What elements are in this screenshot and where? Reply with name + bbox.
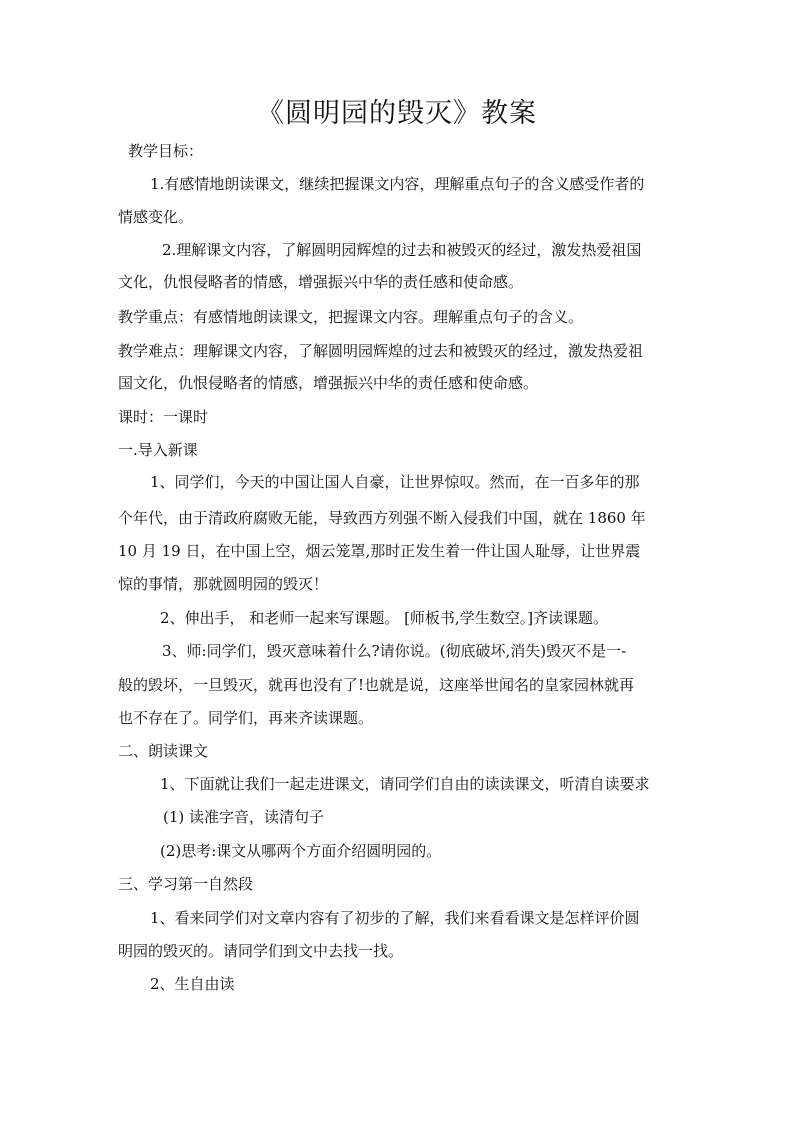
line-paragraph-2: 2、生自由读: [150, 975, 235, 993]
line-reading-1: 1、下面就让我们一起走进课文，请同学们自由的读读课文，听清自读要求: [160, 775, 650, 793]
line-reading-req-2: (2)思考:课文从哪两个方面介绍圆明园的。: [160, 842, 442, 860]
section-heading-reading: 二、朗读课文: [118, 742, 209, 760]
line-goal-2-cont: 文化，仇恨侵略者的情感，增强振兴中华的责任感和使命感。: [118, 273, 524, 291]
document-title: 《圆明园的毁灭》教案: [257, 98, 537, 129]
line-goal-1: 1.有感情地朗读课文，继续把握课文内容，理解重点句子的含义感受作者的: [150, 175, 645, 193]
line-difficulties: 教学难点：理解课文内容，了解圆明园辉煌的过去和被毁灭的经过，激发热爱祖: [118, 342, 644, 360]
line-key-points: 教学重点：有感情地朗读课文，把握课文内容。理解重点句子的含义。: [118, 308, 584, 326]
line-goal-2: 2.理解课文内容，了解圆明园辉煌的过去和被毁灭的经过，激发热爱祖国: [162, 241, 642, 259]
line-class-hours: 课时：一课时: [118, 408, 209, 426]
section-heading-intro: 一.导入新课: [118, 441, 198, 459]
line-intro-3: 3、师:同学们，毁灭意味着什么?请你说。(彻底破坏,消失)毁灭不是一-: [162, 642, 627, 660]
section-heading-paragraph-one: 三、学习第一自然段: [118, 875, 254, 893]
line-reading-req-1: (1) 读准字音，读清句子: [163, 808, 325, 826]
line-goal-1-cont: 情感变化。: [118, 208, 194, 226]
line-intro-3-cont-a: 般的毁坏，一旦毁灭，就再也没有了!也就是说，这座举世闻名的皇家园林就再: [118, 676, 635, 694]
line-paragraph-1: 1、看来同学们对文章内容有了初步的了解，我们来看看课文是怎样评价圆: [150, 909, 640, 927]
line-intro-1-cont-a: 个年代，由于清政府腐败无能，导致西方列强不断入侵我们中国，就在 1860 年: [118, 509, 646, 527]
line-intro-1-cont-b: 10 月 19 日，在中国上空，烟云笼罩,那时正发生着一件让国人耻辱，让世界震: [118, 542, 641, 560]
line-paragraph-1-cont: 明园的毁灭的。请同学们到文中去找一找。: [118, 942, 404, 960]
line-intro-1-cont-c: 惊的事情，那就圆明园的毁灭！: [118, 575, 329, 593]
line-intro-2: 2、伸出手， 和老师一起来写课题。 [师板书,学生数空。]齐读课题。: [160, 609, 609, 627]
line-intro-3-cont-b: 也不存在了。同学们，再来齐读课题。: [118, 709, 374, 727]
line-difficulties-cont: 国文化，仇恨侵略者的情感，增强振兴中华的责任感和使命感。: [118, 374, 539, 392]
line-teaching-goals: 教学目标：: [128, 142, 204, 160]
line-intro-1: 1、同学们，今天的中国让国人自豪，让世界惊叹。然而，在一百多年的那: [150, 473, 640, 491]
